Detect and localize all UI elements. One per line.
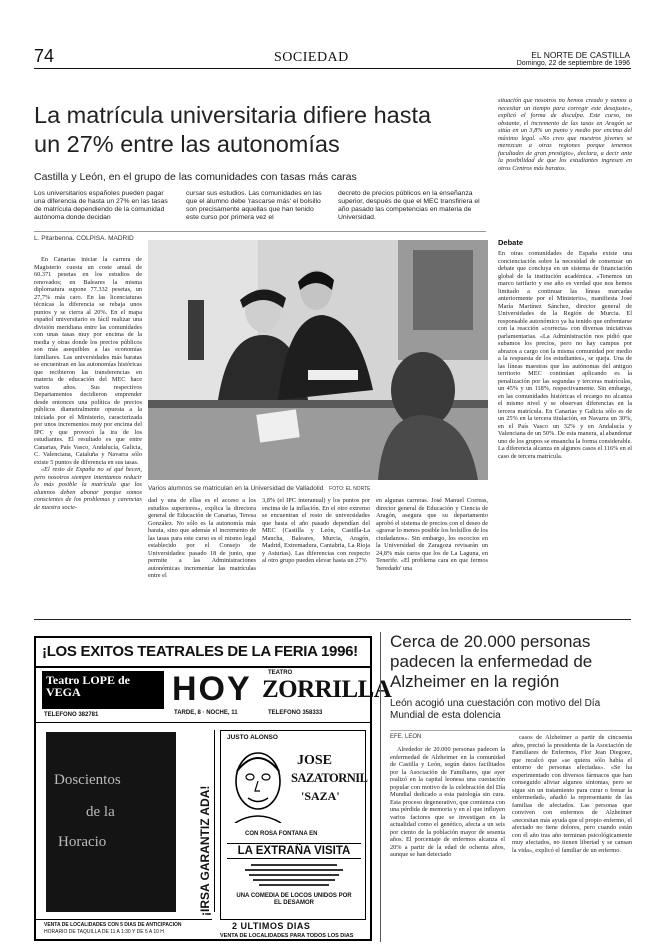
saza-label: 'SAZA': [301, 789, 340, 803]
zorrilla-phone: TELEFONO 358333: [268, 710, 323, 716]
lead-col-3: decreto de precios públicos en la enseñanza superior, después de que el MEC transfiriera el año pasado las competencias en materia de Universidad.: [338, 190, 480, 221]
debate-label: Debate: [498, 238, 524, 247]
horario-taquilla: HORARIO DE TAQUILLA DE 11 A 1:30 Y DE 5 A 10 H: [44, 929, 164, 935]
saza-panel: [220, 730, 366, 920]
issue-date: Domingo, 22 de septiembre de 1996: [516, 60, 630, 67]
theatre-ad: [34, 636, 392, 941]
photo-caption: [148, 485, 370, 492]
sazatornil-label: SAZATORNIL: [291, 771, 368, 785]
venta-anticipacion: VENTA DE LOCALIDADES CON 5 DIAS DE ANTICIPACION: [44, 922, 182, 928]
sidebar-byline-rule: [390, 730, 632, 731]
sidebar-headline: Cerca de 20.000 personas padecen la enfermedad de Alzheimer en la región: [390, 632, 593, 691]
lope-de-vega-label: Teatro LOPE de VEGA: [46, 673, 131, 699]
article-headline: La matrícula universitaria difiere hasta un 27% entre las autonomías: [34, 102, 432, 157]
ad-bottom-rule: [36, 919, 212, 920]
header-rule: [34, 68, 631, 69]
con-rosa-label: CON ROSA FONTANA EN: [245, 831, 318, 837]
photo-caption-text: Varios alumnos se matriculan en la Universidad de Valladolid: [148, 485, 324, 492]
lope-phone: TELEFONO 382781: [44, 712, 99, 718]
vertical-rule: [214, 730, 215, 912]
article-col-3: 3,8% (el IPC interanual) y los puntos por encima de la inflación. En el otro extremo se encuentran el resto de universidades que hasta el año pasado dependían del MEC (Castilla y León, Castilla-La Mancha, Baleares, Murcia, Aragón, Madrid, Extremadura, Cantabria, La Rioja y Asturias). Las diferencias con respecto al otro grupo pueden elevar hasta un 27%: [262, 497, 370, 564]
page-number: 74: [34, 46, 55, 66]
jose-label: JOSE: [297, 753, 333, 768]
article-col-2: dad y una de ellas es el acceso a los estudios superiores», explica la directora general de Educación de Canarias, Teresa González. No sólo es la autonomía más barata, sino que además el incremento de las tasas para este curso es el mismo legal establecido por el Consejo de Universidades: pasado 18 de junio, que permite a las Administraciones autonómicas incrementar las matrículas entre el: [148, 497, 256, 579]
sidebar-col-2: casos de Alzheimer a partir de cincuenta años, precisó la presidenta de la Asociación de Familiares de Enfermos, Flor Jean Diegoez, que recalcó que «se quiera sólo había el entorno de personas afectadas». «Se ha experimentado con diversos fármacos que han conseguido aliviar algunos síntomas, pero se sigue sin un tratamiento para curar o frenar la enfermedad», añadió la representante de las familias de afectados. Las personas que conviven con enfermos de Alzheimer «necesitan más ayuda que el propio enfermo, el afectado no tiene dolores, pero cuando están con él año tras año terminan psicológicamente muy afectados, no tienen libertad y se cansan la vida», explicó el familiar de un enfermo.: [512, 734, 632, 854]
paper-name: EL NORTE DE CASTILLA: [531, 50, 630, 60]
section-divider: [34, 619, 631, 620]
play-line-1: Doscientos: [54, 772, 121, 788]
byline-rule: [34, 231, 486, 232]
sidebar-subhead: León acogió una cuestación con motivo del Día Mundial de esta dolencia: [390, 698, 601, 721]
article-byline: L. Pitarbenna. COLPISA. MADRID: [34, 235, 134, 242]
col1-italic: «El resto de España no sé qué hecen, pero nosotros siempre intentamos reducir lo más posible la matrícula que los alumnos deben abonar porque somos conscientes de los problemas y carencias de nuestra socie-: [34, 466, 142, 511]
right-top-italic: situación que nosotros no hemos creado y vamos a necesitar un tiempo para corregir este desajuste», explicó el forma de disculpa. Este curso, no obstante, el incremento de las tasas en Aragón se sitúa en un 3,8% un punto y medio por encima del máximo legal. «No creo que nuestros jóvenes se merezcan a otras regiones porque tenemos facultades de gran prestigio», declara, a decir ante la posibilidad de que los estudiantes ingresen en otros Centros más baratos.: [498, 97, 632, 172]
play-line-3: Horacio: [58, 834, 107, 850]
venta-todos-dias: VENTA DE LOCALIDADES PARA TODOS LOS DIAS: [220, 933, 354, 939]
photo-scene: [148, 240, 488, 480]
hoy-label: HOY: [172, 670, 252, 708]
saza-portrait: [225, 743, 291, 823]
sidebar-left-rule: [380, 632, 381, 942]
ad-mid-rule: [36, 722, 370, 723]
lead-col-2: cursar sus estudios. Las comunidades en las que el alumno debe 'rascarse más' el bolsillo son precisamente aquellas que han tenido este curso por primera vez el: [186, 190, 322, 221]
vertical-garantizada: ¡IRSA GARANTIZ ADA!: [198, 785, 212, 916]
lead-col-1: Los universitarios españoles pueden pagar una diferencia de hasta un 27% en las tasas de matrícula dependiendo de la comunidad autónoma donde decidan: [34, 190, 168, 221]
hoy-times: TARDE, 8 · NOCHE, 11: [174, 710, 238, 716]
comedia-line: UNA COMEDIA DE LOCOS UNIDOS POR EL DESAMOR: [236, 893, 352, 906]
article-right-col: En otras comunidades de España existe una concienciación sobre la necesidad de comenzar un debate que concluya en un sistema de financiación global de la institución académica. «Tenemos un marco tarifario y ese año es verdad que nos hemos limitado a continuar las líneas marcadas anteriormente por el Ministerio», manifiesta José María Martínez Sánchez, director general de Universidades de la Región de Murcia. El responsable autonómico ya ha tenido que enfrentarse con la reacción «correcta» con diversas iniciativas parlamentarias. «La Administración nos pidió que subamos los precios, pero no hay campus por abrazos a cargo con la misma comunidad por medio a la respuesta de los estudiantes», se queja. Una de las líneas maestras que las autónomas del antiguo territorio MEC continúan aplicando es la penalización por las segundas y terceras matrículas, un 45% y un 118%, respectivamente. Sin embargo, en las comunidades históricas el recargo no alcanza el mismo nivel y se observan diferencias en la tercera matrícula. En Canarias y Galicia sólo es de un 25% en la tercera titulación, en Navarra un 30%, en el País Vasco un 32% y en Andalucía y Valenciana de un 50%. De esta manera, al abandonar uno de los grupos se ensancha la forma considerable. La diferencia alcanza en algunos casos el 116% en el caso de tercera matrícula.: [498, 250, 632, 460]
ultimos-dias: 2 ULTIMOS DIAS: [232, 921, 311, 931]
col1-text: En Canarias iniciar la carrera de Magisterio cuesta un coste anual de 60.371 pesetas en los estudios de renovados; en Baleares la misma diplomatura supone 77.332 pesetas, un 27,7% más caro. En las licenciaturas técnicas la diferencia se rebaja unos puntos y se cierra al 20%. En el mapa español universitario es fácil realizar una división meridiana entre las comunidades con unas tasas muy por encima de la media y otras donde los precios públicos son más asequibles a las economías familiares. Las universidades más baratas se encuentran en las autonomías históricas que recibieron las transferencias en materia de educación del MEC hace varios años. Sus respectivos Departamentos decidieron emprender desde entonces una política de precios públicos diametralmente opuesta a la iniciada por el Ministerio, caracterizada por unos incrementos muy por encima del IPC y que provocó la ira de los estudiantes. El resultado es que entre Canarias, País Vasco, Andalucía, Galicia, C. Valenciana, Cataluña y Navarra sólo existe 5 puntos de diferencia en sus tasas.: [34, 256, 142, 466]
play-line-2: de la: [86, 804, 115, 820]
students-photo: [148, 240, 488, 480]
article-col-1: [34, 256, 142, 608]
article-subhead: Castilla y León, en el grupo de las comunidades con tasas más caras: [34, 171, 357, 183]
ad-banner: ¡LOS EXITOS TEATRALES DE LA FERIA 1996!: [42, 643, 358, 660]
cast-list-lines: [231, 863, 357, 891]
zorrilla-label: ZORRILLA: [262, 676, 392, 703]
sidebar-col-1: Alrededor de 20.000 personas padecen la enfermedad de Alzheimer en la comunidad de Castilla y León, según datos facilitados por la Asociación de Familiares, que ayer realizó en la capital leonesa una cuestación popular con motivo de la celebración del Día Mundial dedicado a esta patología sin cura. Esta proceso degenerativo, que comienza con una pérdida de memoria y en el que influyen varios factores que se investigan en la actualidad como el genético, afecta a un seis por ciento de la población mayor de sesenta años. El porcentaje de enfermos alcanza el 20% a partir de la edad de ochenta años, aunque se han detectado: [390, 746, 505, 858]
justo-alonso: JUSTO ALONSO: [227, 734, 278, 741]
ad-banner-rule: [36, 666, 370, 668]
teatro-label: TEATRO: [268, 670, 293, 676]
sidebar-byline: EFE. LEON: [390, 734, 422, 740]
photo-credit: FOTO: EL NORTE: [329, 486, 371, 492]
extrana-visita: LA EXTRAÑA VISITA: [227, 843, 361, 859]
article-col-4: en algunas carreras. José Manuel Correas, director general de Educación y Ciencia de Aragón, asegura que su departamento aprobó el sistema de precios con el deseo de «gravar lo menos posible los bolsillos de los ciudadanos». Sin embargo, los escocios en la Universidad de Zaragoza revisarán un 24,8% más caros que los de La Laguna, en Tenerife. «El problema cara en que fermos 'heredado' una: [376, 497, 488, 572]
play-poster: [46, 732, 176, 912]
lope-box: [42, 671, 164, 709]
section-title: SOCIEDAD: [274, 50, 349, 65]
